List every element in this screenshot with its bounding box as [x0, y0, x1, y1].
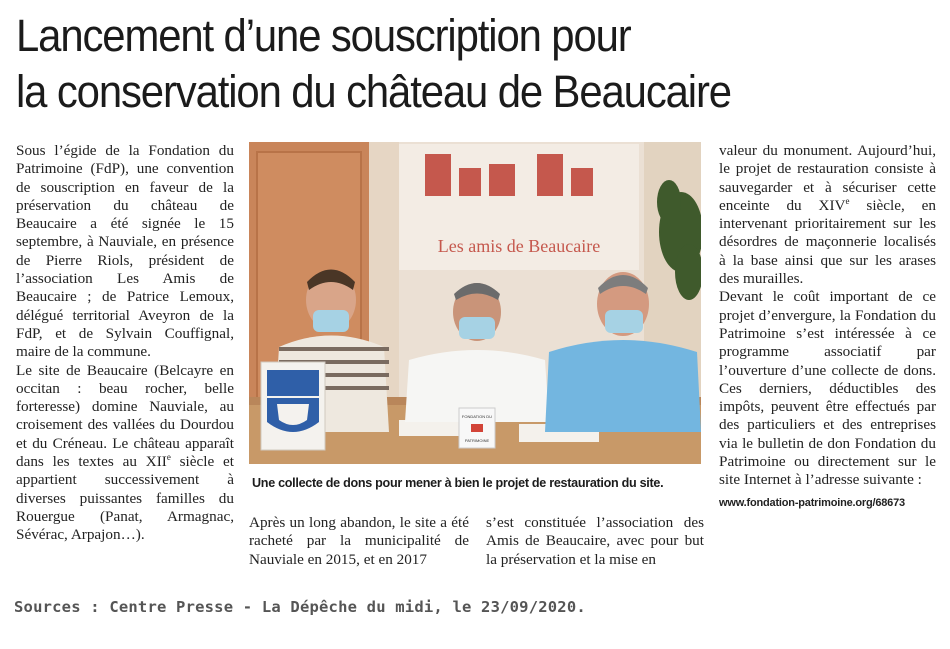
commune-banner: [261, 362, 325, 450]
paragraph-donations: Devant le coût important de ce projet d’envergure, la Fondation du Patrimoine s’est intéressée à ce programme associatif par l’ouverture d’une collecte de dons. Ces derniers, déductibles des impôts, peuvent être effectués par des particuliers et des entreprises via le bulletin de don Fondation du Patrimoine ou directement sur le site Internet à l’adresse suivante :: [719, 288, 936, 489]
headline-line-1: Lancement d’une souscription pour: [16, 10, 631, 61]
desk-sign: [459, 408, 495, 448]
paragraph-restoration: valeur du monument. Aujourd’hui, le projet de restauration consiste à sauvegarder et à sécuriser cette enceinte du XIVe siècle, en intervenant prioritairement sur les désordres de maçonnerie localisés à la base ainsi que sur les arases des murailles.: [719, 142, 936, 288]
article-column-3: [486, 514, 704, 569]
article-column-2: [249, 514, 469, 569]
article-column-4: [719, 142, 936, 512]
donation-url: www.fondation-patrimoine.org/68673: [719, 496, 905, 509]
article-photo: [249, 142, 701, 464]
headline-line-2: la conservation du château de Beaucaire: [16, 66, 731, 117]
paragraph-association: s’est constituée l’association des Amis de Beaucaire, avec pour but la préservation et la mise en: [486, 514, 704, 568]
article-column-1: [16, 142, 234, 545]
screen-text: Les amis de Beaucaire: [437, 236, 601, 256]
paragraph-acquisition: Après un long abandon, le site a été racheté par la municipalité de Nauviale en 2015, et en 2017: [249, 514, 469, 568]
sources-line: Sources : Centre Presse - La Dépêche du midi, le 23/09/2020.: [14, 598, 586, 616]
svg-text:PATRIMOINE: PATRIMOINE: [464, 438, 490, 443]
svg-text:FONDATION DU: FONDATION DU: [461, 414, 493, 419]
paragraph-signing: Sous l’égide de la Fondation du Patrimoine (FdP), une convention de souscription en faveur de la préservation du château de Beaucaire a été signée le 15 septembre, à Nauviale, en présence de Pierre Riols, président de l’association Les Amis de Beaucaire ; de Patrice Lemoux, délégué territorial Aveyron de la FdP, et de Sylvain Couffignal, maire de la commune.: [16, 142, 234, 361]
paragraph-site-history: Le site de Beaucaire (Belcayre en occitan : beau rocher, belle forteresse) domine Nauviale, au croisement des vallées du Dourdou et du Créneau. Le château apparaît dans les textes au XIIe siècle et appartient successivement à diverses puissantes familles du Rouergue (Panat, Armagnac, Sévérac, Arpajon…).: [16, 361, 234, 544]
article-headline: [16, 8, 872, 120]
photo-caption: Une collecte de dons pour mener à bien le projet de restauration du site.: [252, 476, 664, 490]
